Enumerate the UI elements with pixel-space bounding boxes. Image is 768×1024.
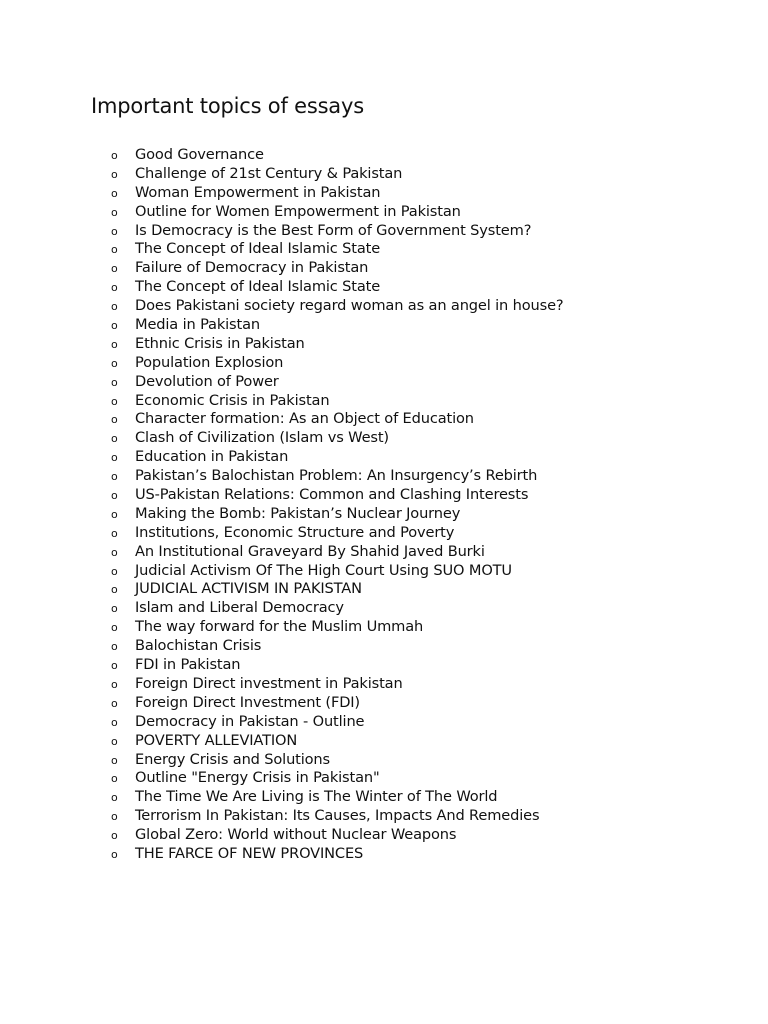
topic-text: Outline "Energy Crisis in Pakistan" <box>135 769 380 787</box>
bullet-icon: o <box>111 186 118 200</box>
topic-text: Islam and Liberal Democracy <box>135 599 344 617</box>
bullet-icon: o <box>111 319 118 333</box>
bullet-icon: o <box>111 470 118 484</box>
topic-text: Clash of Civilization (Islam vs West) <box>135 429 389 447</box>
topic-text: Population Explosion <box>135 353 284 371</box>
topic-text: Does Pakistani society regard woman as an angel in house? <box>135 297 564 315</box>
topic-text: Economic Crisis in Pakistan <box>135 391 330 409</box>
bullet-icon: o <box>111 375 118 389</box>
bullet-icon: o <box>111 243 118 257</box>
bullet-icon: o <box>111 526 118 540</box>
topic-text: Judicial Activism Of The High Court Using SUO MOTU <box>135 561 512 579</box>
topic-text: The Concept of Ideal Islamic State <box>135 278 381 296</box>
bullet-icon: o <box>111 677 118 691</box>
topic-text: Good Governance <box>135 146 264 163</box>
topic-text: JUDICIAL ACTIVISM IN PAKISTAN <box>135 580 362 598</box>
bullet-icon: o <box>111 659 118 673</box>
topic-text: Challenge of 21st Century & Pakistan <box>135 164 403 182</box>
bullet-icon: o <box>111 545 118 559</box>
topic-text: Energy Crisis and Solutions <box>135 750 330 768</box>
topic-text: Making the Bomb: Pakistan’s Nuclear Journey <box>135 504 461 522</box>
bullet-icon: o <box>111 564 118 578</box>
topic-text: THE FARCE OF NEW PROVINCES <box>135 844 364 862</box>
topic-text: US-Pakistan Relations: Common and Clashing Interests <box>135 486 529 504</box>
topic-text: Outline for Women Empowerment in Pakistan <box>135 202 461 220</box>
bullet-icon: o <box>111 262 118 276</box>
topic-text: Balochistan Crisis <box>135 637 262 655</box>
bullet-icon: o <box>111 413 118 427</box>
bullet-icon: o <box>111 149 118 162</box>
topic-text: Is Democracy is the Best Form of Government System? <box>135 221 532 239</box>
bullet-icon: o <box>111 489 118 503</box>
topic-text: An Institutional Graveyard By Shahid Javed Burki <box>135 542 485 560</box>
topic-text: Failure of Democracy in Pakistan <box>135 259 369 277</box>
topic-text: Foreign Direct Investment (FDI) <box>135 693 360 711</box>
bullet-icon: o <box>111 167 118 181</box>
bullet-icon: o <box>111 394 118 408</box>
bullet-icon: o <box>111 621 118 635</box>
bullet-icon: o <box>111 583 118 597</box>
topic-text: Ethnic Crisis in Pakistan <box>135 334 305 352</box>
topic-text: Devolution of Power <box>135 372 279 390</box>
document-title: Important topics of essays <box>91 94 364 118</box>
topic-text: Foreign Direct investment in Pakistan <box>135 674 403 692</box>
topic-text: FDI in Pakistan <box>135 656 241 674</box>
topic-text: The Concept of Ideal Islamic State <box>135 240 381 258</box>
topic-text: Democracy in Pakistan - Outline <box>135 712 365 730</box>
bullet-icon: o <box>111 640 118 654</box>
topic-text: The Time We Are Living is The Winter of The World <box>135 788 498 806</box>
topic-text: Institutions, Economic Structure and Poverty <box>135 523 455 541</box>
bullet-icon: o <box>111 715 118 729</box>
topic-text: The way forward for the Muslim Ummah <box>135 618 424 636</box>
bullet-icon: o <box>111 356 118 370</box>
topic-text: POVERTY ALLEVIATION <box>135 731 298 749</box>
bullet-icon: o <box>111 734 118 748</box>
topic-text: Terrorism In Pakistan: Its Causes, Impacts And Remedies <box>135 807 540 825</box>
bullet-icon: o <box>111 847 118 861</box>
bullet-icon: o <box>111 696 118 710</box>
topic-text: Character formation: As an Object of Education <box>135 410 474 428</box>
bullet-icon: o <box>111 507 118 521</box>
topic-text: Global Zero: World without Nuclear Weapons <box>135 826 457 844</box>
bullet-icon: o <box>111 281 118 295</box>
bullet-icon: o <box>111 829 118 843</box>
topic-text: Woman Empowerment in Pakistan <box>135 183 381 201</box>
bullet-icon: o <box>111 337 118 351</box>
bullet-icon: o <box>111 772 118 786</box>
bullet-icon: o <box>111 300 118 314</box>
bullet-icon: o <box>111 451 118 465</box>
topic-text: Media in Pakistan <box>135 316 260 334</box>
bullet-icon: o <box>111 602 118 616</box>
topic-text: Pakistan’s Balochistan Problem: An Insurgency’s Rebirth <box>135 467 538 485</box>
bullet-icon: o <box>111 224 118 238</box>
topic-text: Education in Pakistan <box>135 448 289 466</box>
bullet-icon: o <box>111 791 118 805</box>
bullet-icon: o <box>111 753 118 767</box>
bullet-icon: o <box>111 432 118 446</box>
bullet-icon: o <box>111 205 118 219</box>
bullet-icon: o <box>111 810 118 824</box>
